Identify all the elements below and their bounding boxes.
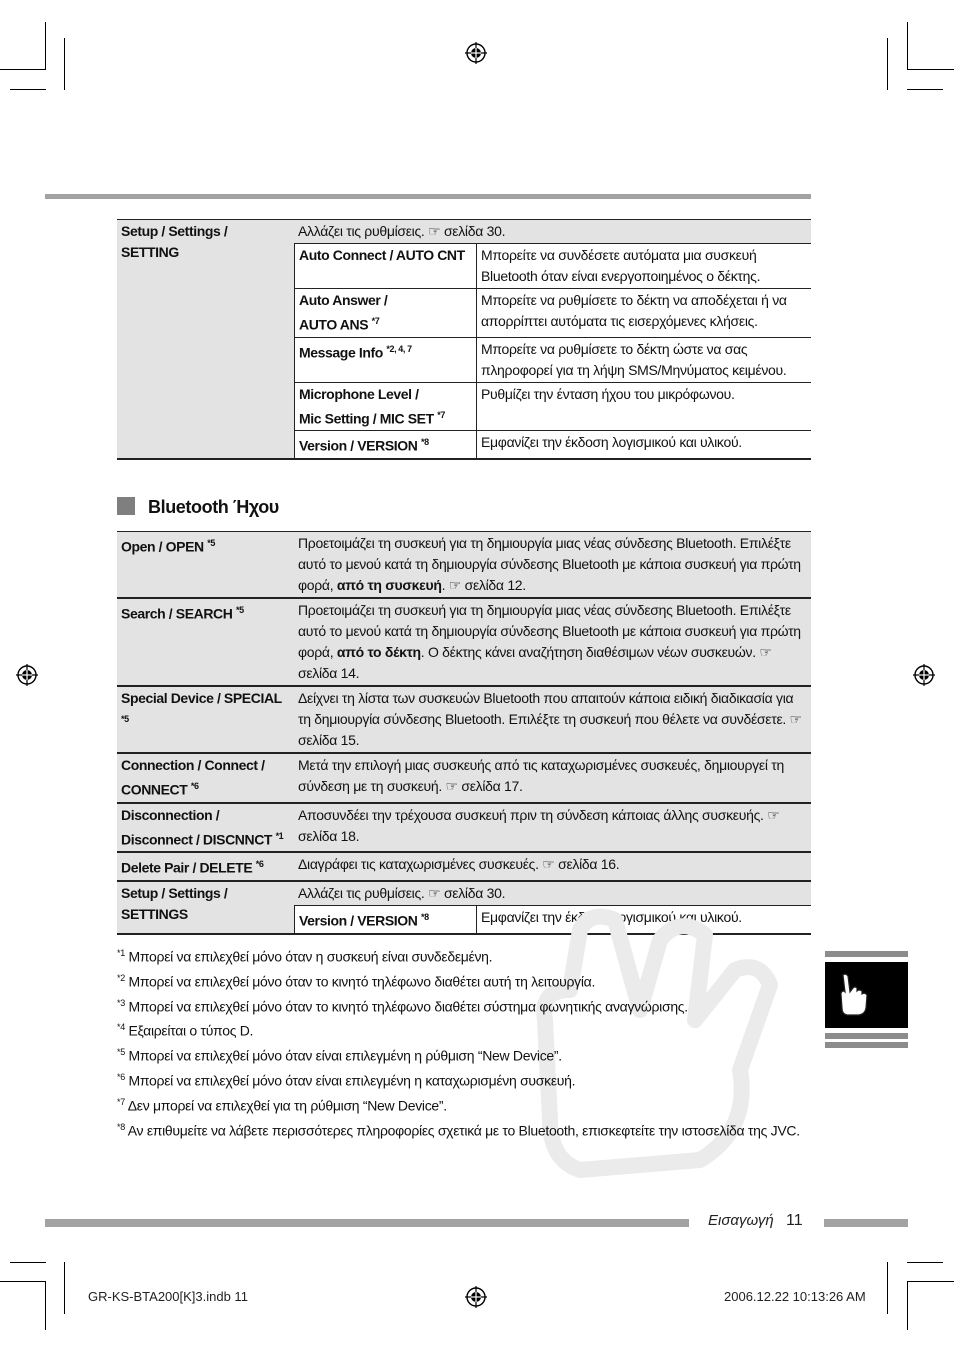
menu-key: Connection / Connect / CONNECT $^{*6}$ (117, 753, 294, 803)
option-value: Μπορείτε να ρυθμίσετε το δέκτη ώστε να σας πληροφορεί για τη λήψη SMS/Μηνύματος κειμένου. (477, 337, 812, 382)
side-tab-stripe (825, 1033, 908, 1039)
registration-mark-icon (465, 42, 487, 64)
registration-mark-icon (16, 664, 38, 686)
option-value: Μπορείτε να συνδέσετε αυτόματα μια συσκευή Bluetooth όταν είναι ενεργοποιημένος ο δέκτης. (477, 244, 812, 289)
menu-key: Disconnection / Disconnect / DISCNNCT $^{*1}$ (117, 803, 294, 853)
menu-description: Αλλάζει τις ρυθμίσεις. ☞ σελίδα 30. (298, 884, 506, 901)
menu-key: Delete Pair / DELETE $^{*6}$ (117, 852, 294, 881)
section-marker-icon (117, 497, 135, 515)
option-value: Ρυθμίζει την ένταση ήχου του μικρόφωνου. (477, 382, 812, 431)
option-value: Εμφανίζει την έκδοση λογισμικού και υλικού. (477, 905, 812, 932)
footnotes (117, 941, 817, 1139)
slug-timestamp: 2006.12.22 10:13:26 AM (724, 1289, 866, 1304)
footer-section-name: Εισαγωγή (708, 1212, 774, 1229)
registration-mark-icon (465, 1286, 487, 1308)
setup-label (117, 220, 294, 459)
bluetooth-audio-table (117, 531, 811, 935)
menu-description: Αποσυνδέει την τρέχουσα συσκευή πριν τη σύνδεση κάποιας άλλης συσκευής. ☞ σελίδα 18. (294, 803, 811, 853)
option-key: Auto Connect / AUTO CNT (295, 244, 477, 289)
setup-settings-table (117, 219, 811, 460)
option-value: Εμφανίζει την έκδοση λογισμικού και υλικού. (477, 431, 812, 458)
setup-description: Αλλάζει τις ρυθμίσεις. ☞ σελίδα 30. (294, 220, 811, 244)
footnote: $^{*7}$ Δεν μπορεί να επιλεχθεί για τη ρύθμιση “New Device”. (117, 1096, 447, 1114)
setup-label-line1: Setup / Settings / (121, 223, 228, 239)
option-key: Version / VERSION $^{*8}$ (295, 905, 477, 932)
menu-key: Open / OPEN $^{*5}$ (117, 532, 294, 599)
footnote: $^{*3}$ Μπορεί να επιλεχθεί μόνο όταν το κινητό τηλέφωνο διαθέτει σύστημα φωνητικής αναγνώρισης. (117, 997, 688, 1015)
menu-description: Προετοιμάζει τη συσκευή για τη δημιουργία μιας νέας σύνδεσης Bluetooth. Επιλέξτε αυτό το μενού κατά τη δημιουργία σύνδεσης Bluetooth με κάποια συσκευή για πρώτη φορά, από το δέκτη. Ο δέκτης κάνει αναζήτηση διαθέσιμων νέων συσκευών. ☞ σελίδα 14. (294, 598, 811, 686)
option-key: Message Info $^{*2, 4, 7}$ (295, 337, 477, 382)
footnote: $^{*5}$ Μπορεί να επιλεχθεί μόνο όταν είναι επιλεγμένη η ρύθμιση “New Device”. (117, 1047, 562, 1064)
top-rule (45, 194, 811, 199)
option-key: Auto Answer / AUTO ANS $^{*7}$ (295, 289, 477, 338)
option-value: Μπορείτε να ρυθμίσετε το δέκτη να αποδέχεται ή να απορρίπτει αυτόματα τις εισερχόμενες κλήσεις. (477, 289, 812, 338)
footer-rule (824, 1219, 908, 1227)
footnote: $^{*8}$ Αν επιθυμείτε να λάβετε περισσότερες πληροφορίες σχετικά με το Bluetooth, επισκεφτείτε την ιστοσελίδα της JVC. (117, 1121, 800, 1139)
setup-label-line2: SETTING (121, 244, 179, 260)
footnote: $^{*4}$ Εξαιρείται ο τύπος D. (117, 1022, 254, 1040)
menu-key: Search / SEARCH $^{*5}$ (117, 598, 294, 686)
slug-filename: GR-KS-BTA200[K]3.indb 11 (88, 1289, 248, 1304)
section-title: Bluetooth Ήχου (148, 497, 279, 517)
menu-description: Προετοιμάζει τη συσκευή για τη δημιουργία μιας νέας σύνδεσης Bluetooth. Επιλέξτε αυτό το μενού κατά τη δημιουργία σύνδεσης Bluetooth με κάποια συσκευή για πρώτη φορά, από τη συσκευή. ☞ σελίδα 12. (294, 532, 811, 599)
footer-rule (45, 1219, 689, 1227)
footnote: $^{*1}$ Μπορεί να επιλεχθεί μόνο όταν η συσκευή είναι συνδεδεμένη. (117, 948, 493, 965)
menu-description: Διαγράφει τις καταχωρισμένες συσκευές. ☞ σελίδα 16. (294, 852, 811, 881)
footnote: $^{*2}$ Μπορεί να επιλεχθεί μόνο όταν το κινητό τηλέφωνο διαθέτει αυτή τη λειτουργία. (117, 972, 596, 990)
hand-pointing-icon (837, 972, 871, 1018)
side-tab-stripe (825, 1042, 908, 1048)
menu-description: Μετά την επιλογή μιας συσκευής από τις καταχωρισμένες συσκευές, δημιουργεί τη σύνδεση με τη συσκευή. ☞ σελίδα 17. (294, 753, 811, 803)
setup-options-table (294, 243, 811, 458)
option-key: Version / VERSION $^{*8}$ (295, 431, 477, 458)
menu-description: Δείχνει τη λίστα των συσκευών Bluetooth που απαιτούν κάποια ειδική διαδικασία για τη δημιουργία σύνδεσης Bluetooth. Επιλέξτε τη συσκευή που θέλετε να συνδέσετε. ☞ σελίδα 15. (294, 686, 811, 753)
menu-key: Special Device / SPECIAL $^{*5}$ (117, 686, 294, 753)
side-tab-stripe (825, 951, 908, 957)
option-key: Microphone Level / Mic Setting / MIC SET $^{*7}$ (295, 382, 477, 431)
registration-mark-icon (913, 664, 935, 686)
page-number: 11 (786, 1212, 803, 1229)
footnote: $^{*6}$ Μπορεί να επιλεχθεί μόνο όταν είναι επιλεγμένη η καταχωρισμένη συσκευή. (117, 1071, 576, 1089)
menu-key: Setup / Settings / SETTINGS (117, 881, 294, 934)
side-tab (825, 962, 908, 1028)
